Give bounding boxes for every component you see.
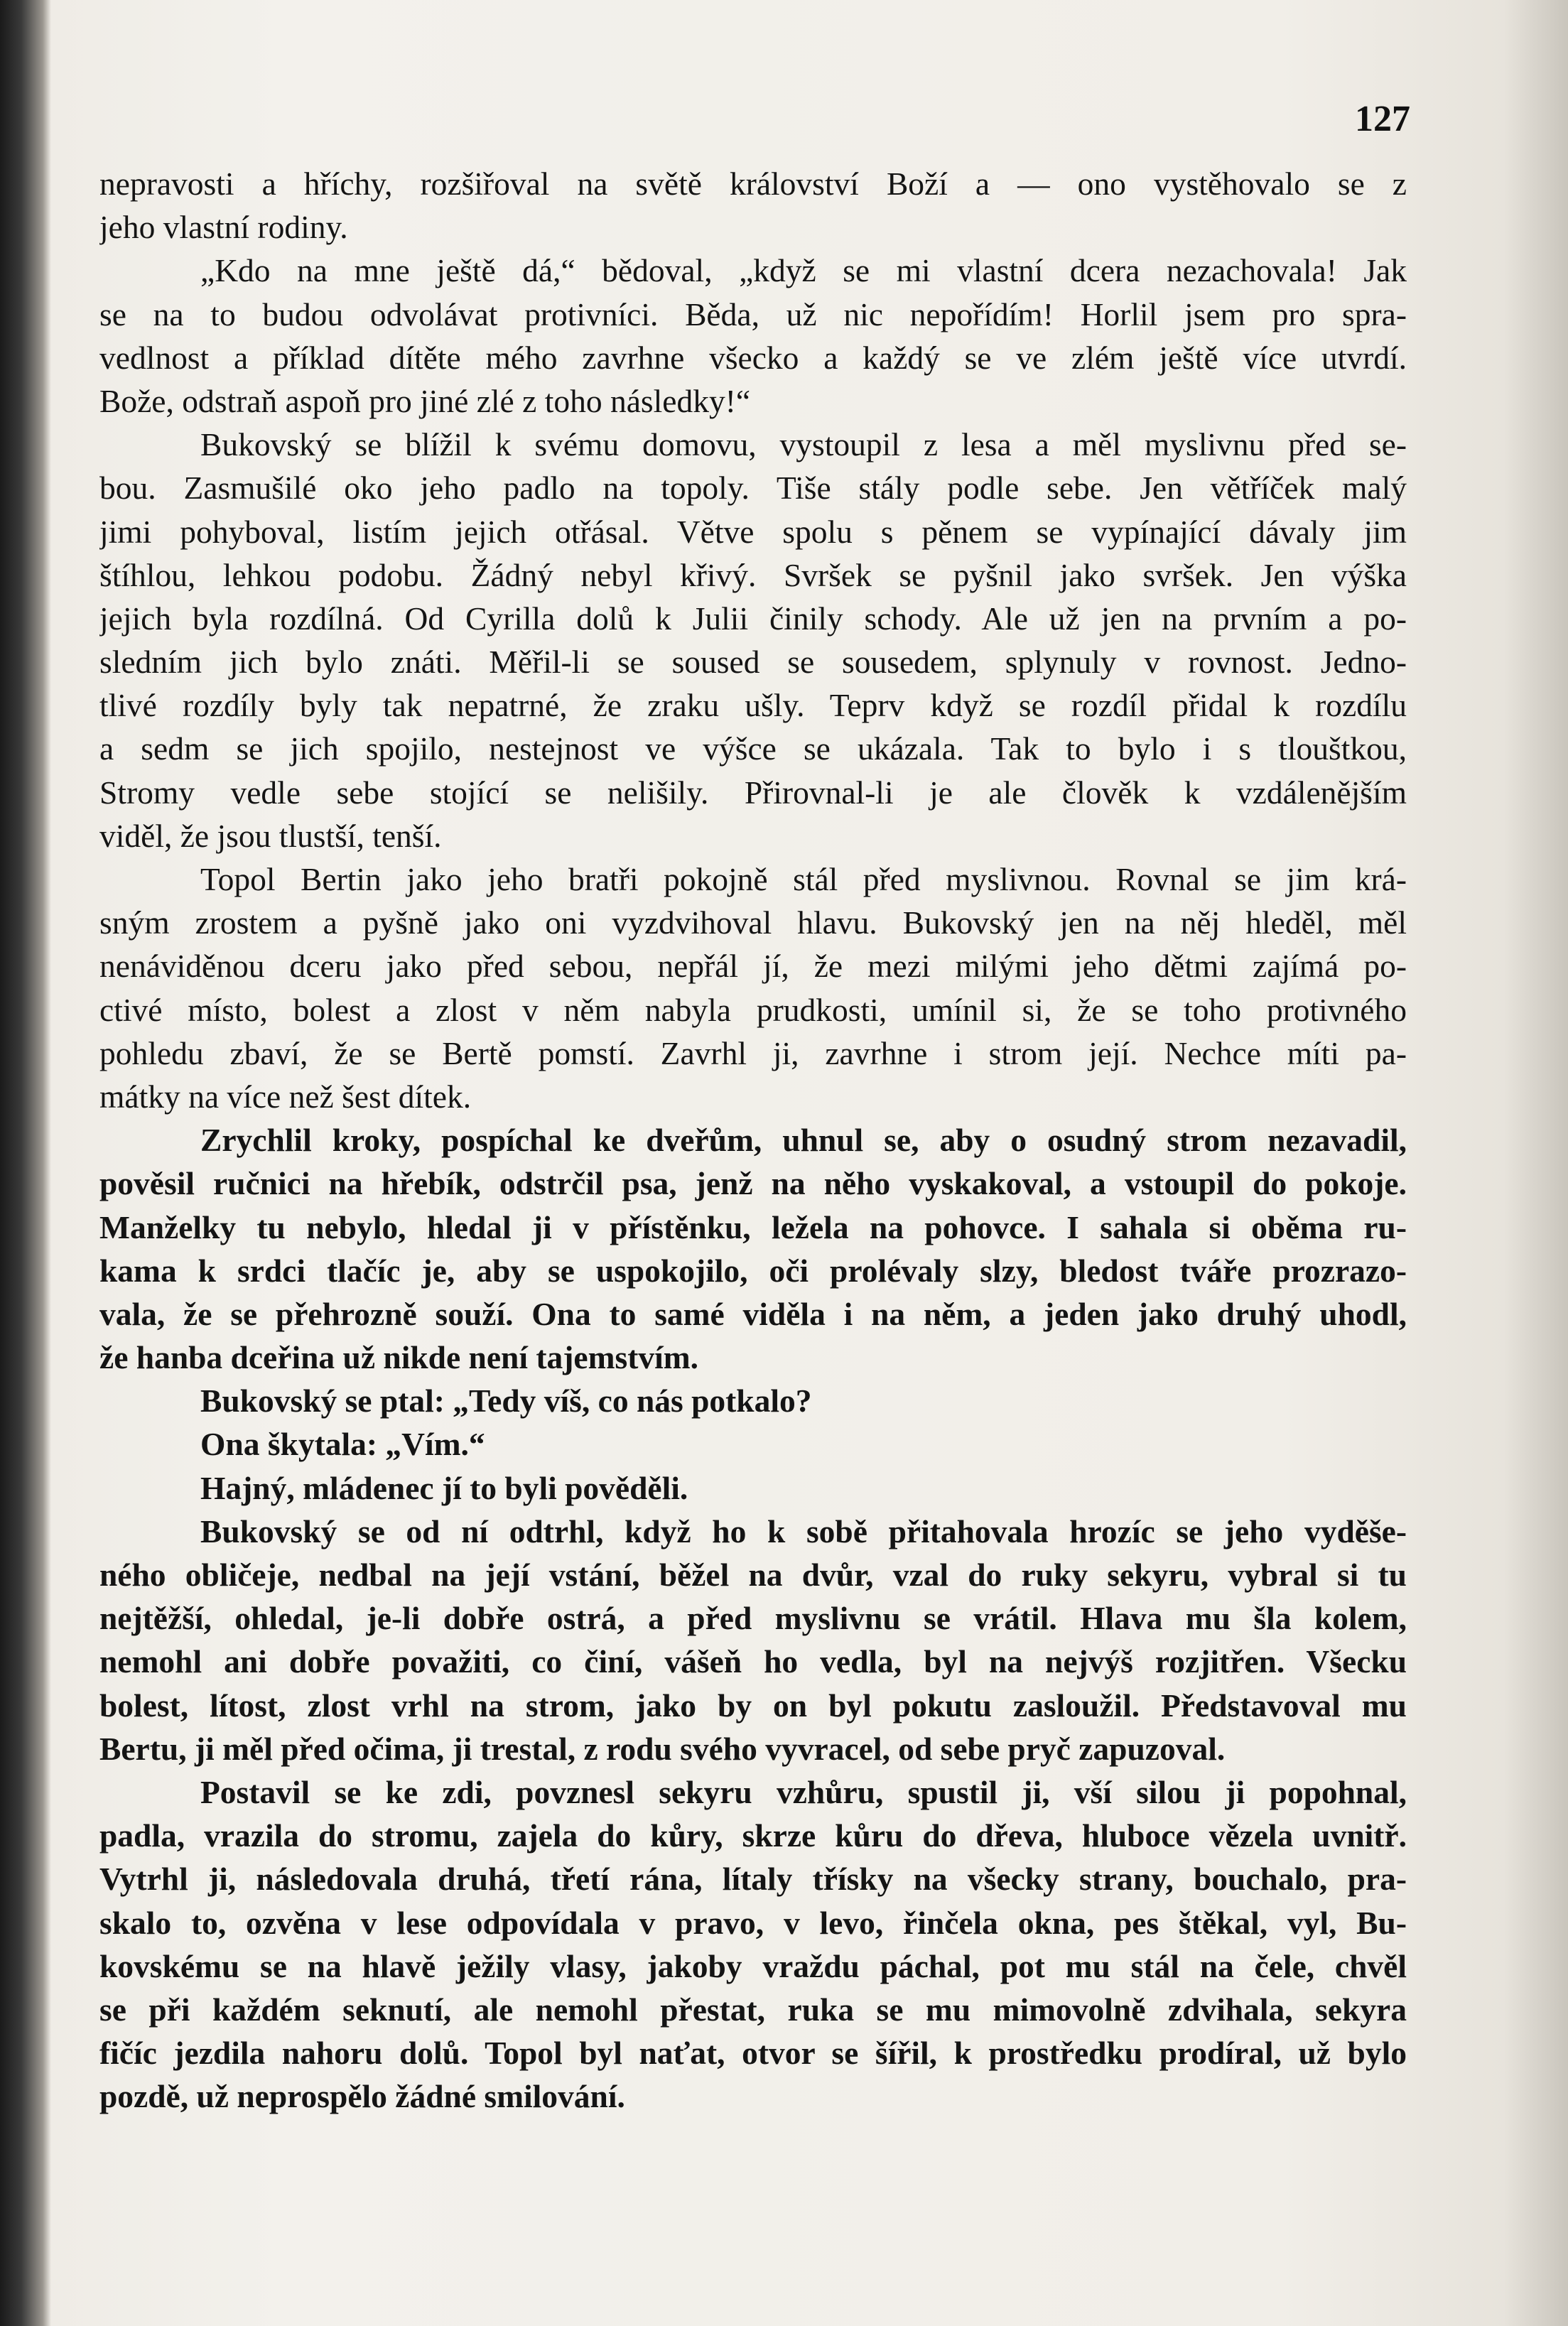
text-line: fičíc jezdila nahoru dolů. Topol byl naťat, otvor se šířil, k prostředku prodíral, už bylo: [99, 2035, 1407, 2072]
text-line: štíhlou, lehkou podobu. Žádný nebyl křivý. Svršek se pyšnil jako svršek. Jen výška: [99, 556, 1407, 593]
text-line: Hajný, mládenec jí to byli pověděli.: [200, 1469, 688, 1506]
text-line: kama k srdci tlačíc je, aby se uspokojilo, oči prolévaly slzy, bledost tváře prozrazo-: [99, 1252, 1407, 1289]
text-line: Vytrhl ji, následovala druhá, třetí rána, lítaly třísky na všecky strany, bouchalo, pra-: [99, 1861, 1407, 1898]
text-line: se na to budou odvolávat protivníci. Běda, už nic nepořídím! Horlil jsem pro spra-: [99, 296, 1407, 332]
text-line: Bože, odstraň aspoň pro jiné zlé z toho následky!“: [99, 382, 751, 419]
text-line: nepravosti a hříchy, rozšiřoval na světě království Boží a — ono vystěhovalo se z: [99, 166, 1407, 202]
text-line: Stromy vedle sebe stojící se nelišily. Přirovnal-li je ale člověk k vzdálenějším: [99, 774, 1407, 811]
text-line: Bertu, ji měl před očima, ji trestal, z rodu svého vyvracel, od sebe pryč zapuzoval.: [99, 1730, 1226, 1767]
body-text: [99, 162, 1407, 2118]
book-spine-shadow: [0, 0, 51, 2326]
text-line: sným zrostem a pyšně jako oni vyzdvihoval hlavu. Bukovský jen na něj hleděl, měl: [99, 904, 1407, 941]
text-line: jeho vlastní rodiny.: [99, 209, 348, 246]
text-line: Topol Bertin jako jeho bratři pokojně stál před myslivnou. Rovnal se jim krá-: [200, 861, 1407, 897]
page-edge-shadow: [1504, 0, 1568, 2326]
text-line: „Kdo na mne ještě dá,“ bědoval, „když se mi vlastní dcera nezachovala! Jak: [200, 252, 1407, 289]
text-line: tlivé rozdíly byly tak nepatrné, že zraku ušly. Teprv když se rozdíl přidal k rozdílu: [99, 687, 1407, 724]
text-line: Zrychlil kroky, pospíchal ke dveřům, uhnul se, aby o osudný strom nezavadil,: [200, 1122, 1407, 1159]
text-line: nejtěžší, ohledal, je-li dobře ostrá, a před myslivnu se vrátil. Hlava mu šla kolem,: [99, 1600, 1407, 1637]
text-line: bolest, lítost, zlost vrhl na strom, jako by on byl pokutu zasloužil. Představoval mu: [99, 1687, 1407, 1724]
text-line: vedlnost a příklad dítěte mého zavrhne všecko a každý se ve zlém ještě více utvrdí.: [99, 339, 1407, 376]
text-line: Postavil se ke zdi, povznesl sekyru vzhůru, spustil ji, vší silou ji popohnal,: [200, 1773, 1407, 1810]
text-line: a sedm se jich spojilo, nestejnost ve výšce se ukázala. Tak to bylo i s tlouštkou,: [99, 730, 1407, 767]
text-line: že hanba dceřina už nikde není tajemstvím.: [99, 1339, 699, 1376]
text-line: sledním jich bylo znáti. Měřil-li se soused se sousedem, splynuly v rovnost. Jedno-: [99, 644, 1407, 681]
text-line: skalo to, ozvěna v lese odpovídala v pravo, v levo, řinčela okna, pes štěkal, vyl, Bu-: [99, 1904, 1407, 1941]
page-number: 127: [1355, 99, 1410, 139]
text-line: mátky na více než šest dítek.: [99, 1078, 472, 1115]
text-line: pozdě, už neprospělo žádné smilování.: [99, 2078, 625, 2115]
text-line: Bukovský se od ní odtrhl, když ho k sobě přitahovala hrozíc se jeho vyděše-: [200, 1513, 1407, 1549]
text-line: vala, že se přehrozně souží. Ona to samé viděla i na něm, a jeden jako druhý uhodl,: [99, 1295, 1407, 1332]
text-line: Manželky tu nebylo, hledal ji v přístěnku, ležela na pohovce. I sahala si oběma ru-: [99, 1208, 1407, 1245]
text-line: pověsil ručnici na hřebík, odstrčil psa, jenž na něho vyskakoval, a vstoupil do pokoje.: [99, 1165, 1407, 1202]
text-line: bou. Zasmušilé oko jeho padlo na topoly. Tiše stály podle sebe. Jen větříček malý: [99, 470, 1407, 507]
text-line: nenáviděnou dceru jako před sebou, nepřál jí, že mezi milými jeho dětmi zajímá po-: [99, 948, 1407, 985]
text-line: nemohl ani dobře považiti, co činí, vášeň ho vedla, byl na nejvýš rozjitřen. Všecku: [99, 1643, 1407, 1680]
text-line: Bukovský se ptal: „Tedy víš, co nás potkalo?: [200, 1383, 812, 1419]
text-line: jejich byla rozdílná. Od Cyrilla dolů k Julii činily schody. Ale už jen na prvním a po-: [99, 600, 1407, 637]
text-line: pohledu zbaví, že se Bertě pomstí. Zavrhl ji, zavrhne i strom její. Nechce míti pa-: [99, 1034, 1407, 1071]
text-line: ného obličeje, nedbal na její vstání, běžel na dvůr, vzal do ruky sekyru, vybral si tu: [99, 1557, 1407, 1593]
text-line: se při každém seknutí, ale nemohl přestat, ruka se mu mimovolně zdvihala, sekyra: [99, 1991, 1407, 2028]
text-line: jimi pohyboval, listím jejich otřásal. Větve spolu s pěnem se vypínající dávaly jim: [99, 513, 1407, 550]
text-line: padla, vrazila do stromu, zajela do kůry, skrze kůru do dřeva, hluboce vězela uvnitř.: [99, 1817, 1407, 1854]
text-line: Ona škytala: „Vím.“: [200, 1426, 485, 1463]
text-line: ctivé místo, bolest a zlost v něm nabyla prudkosti, umínil si, že se toho protivného: [99, 991, 1407, 1028]
text-line: kovskému se na hlavě ježily vlasy, jakoby vraždu páchal, pot mu stál na čele, chvěl: [99, 1947, 1407, 1984]
text-line: viděl, že jsou tlustší, tenší.: [99, 817, 442, 854]
text-line: Bukovský se blížil k svému domovu, vystoupil z lesa a měl myslivnu před se-: [200, 426, 1407, 463]
